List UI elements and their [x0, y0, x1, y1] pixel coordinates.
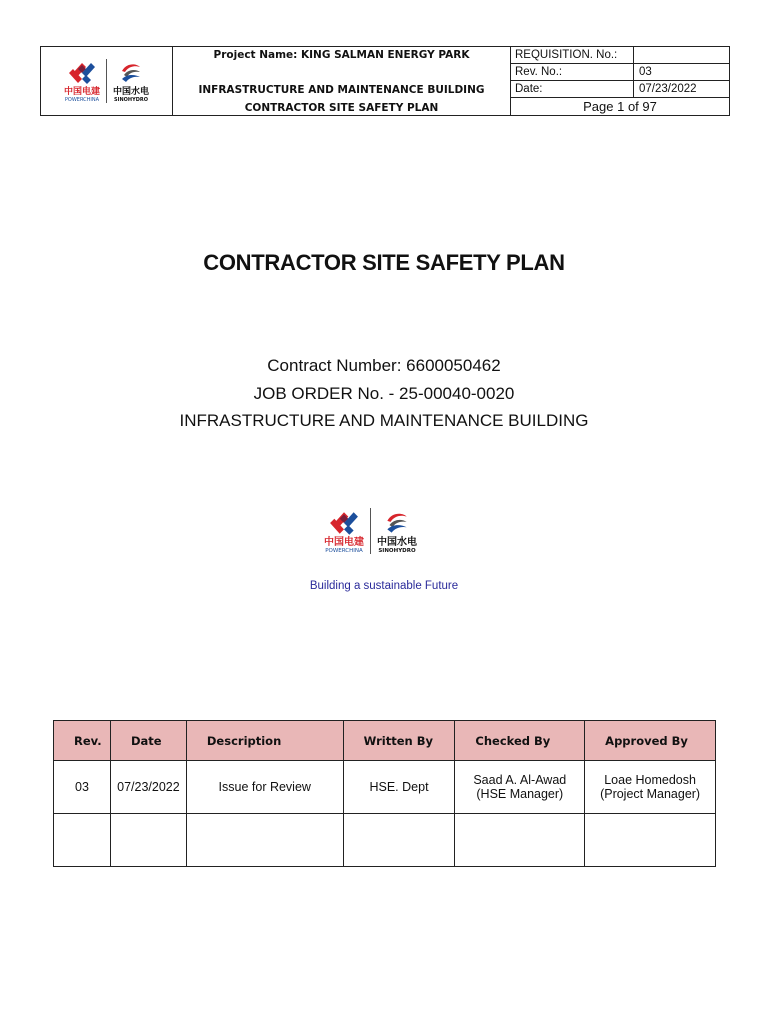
center-sinohydro-mark-icon [380, 508, 414, 538]
company-logo [64, 59, 149, 103]
building-name: INFRASTRUCTURE AND MAINTENANCE BUILDING [198, 83, 485, 96]
table-row [54, 814, 716, 867]
rev-no-value: 03 [639, 66, 652, 78]
date-label: Date: [511, 81, 634, 97]
header-project-info [173, 47, 511, 115]
revision-table [53, 720, 716, 867]
requisition-row [511, 47, 729, 64]
center-logo [324, 508, 417, 554]
center-powerchina-en: POWERCHINA [325, 548, 363, 554]
col-rev: Rev. [54, 721, 111, 761]
powerchina-en: POWERCHINA [64, 97, 100, 103]
building-title: INFRASTRUCTURE AND MAINTENANCE BUILDING [179, 411, 589, 430]
rev-no-row [511, 64, 729, 81]
sinohydro-mark-icon [116, 59, 146, 87]
document-header [40, 46, 730, 116]
cell-written-by [343, 814, 455, 867]
col-date: Date [110, 721, 186, 761]
header-document-fields [511, 47, 729, 115]
project-name: Project Name: KING SALMAN ENERGY PARK [213, 49, 470, 61]
center-sinohydro-en: SINOHYDRO [378, 548, 416, 554]
requisition-label: REQUISITION. No.: [511, 47, 634, 63]
sinohydro-en: SINOHYDRO [114, 97, 148, 103]
date-row [511, 81, 729, 98]
center-powerchina-logo [324, 508, 364, 554]
job-order: JOB ORDER No. - 25-00040-0020 [253, 384, 515, 403]
date-value: 07/23/2022 [639, 83, 697, 95]
cell-written-by: HSE. Dept [343, 761, 455, 814]
cell-checked-by [455, 814, 585, 867]
document-title: CONTRACTOR SITE SAFETY PLAN [203, 250, 565, 275]
cell-approved-by: Loae Homedosh (Project Manager) [585, 761, 716, 814]
cell-rev: 03 [54, 761, 111, 814]
sinohydro-logo [113, 59, 149, 103]
contract-number: Contract Number: 6600050462 [267, 356, 501, 375]
sinohydro-cn: 中国水电 [113, 87, 150, 97]
col-approved-by: Approved By [585, 721, 716, 761]
center-logo-divider [370, 508, 371, 554]
logo-divider [106, 59, 107, 103]
powerchina-logo [64, 59, 100, 103]
header-logos [41, 47, 173, 115]
cell-description [186, 814, 343, 867]
rev-no-label: Rev. No.: [511, 64, 634, 80]
cell-checked-by: Saad A. Al-Awad (HSE Manager) [455, 761, 585, 814]
cell-approved-by [585, 814, 716, 867]
revision-table-header [54, 721, 716, 761]
cell-description: Issue for Review [186, 761, 343, 814]
slogan: Building a sustainable Future [309, 580, 459, 592]
page-number: Page 1 of 97 [583, 99, 657, 114]
cell-date: 07/23/2022 [110, 761, 186, 814]
cell-date [110, 814, 186, 867]
cell-rev [54, 814, 111, 867]
center-sinohydro-cn: 中国水电 [377, 537, 417, 548]
center-powerchina-cn: 中国电建 [324, 537, 364, 548]
powerchina-mark-icon [65, 59, 99, 87]
requisition-value [634, 47, 729, 63]
powerchina-cn: 中国电建 [63, 87, 100, 97]
col-checked-by: Checked By [455, 721, 585, 761]
table-row [54, 761, 716, 814]
center-powerchina-mark-icon [325, 508, 363, 538]
col-description: Description [186, 721, 343, 761]
plan-name: CONTRACTOR SITE SAFETY PLAN [244, 102, 439, 114]
center-sinohydro-logo [377, 508, 417, 554]
col-written-by: Written By [343, 721, 455, 761]
